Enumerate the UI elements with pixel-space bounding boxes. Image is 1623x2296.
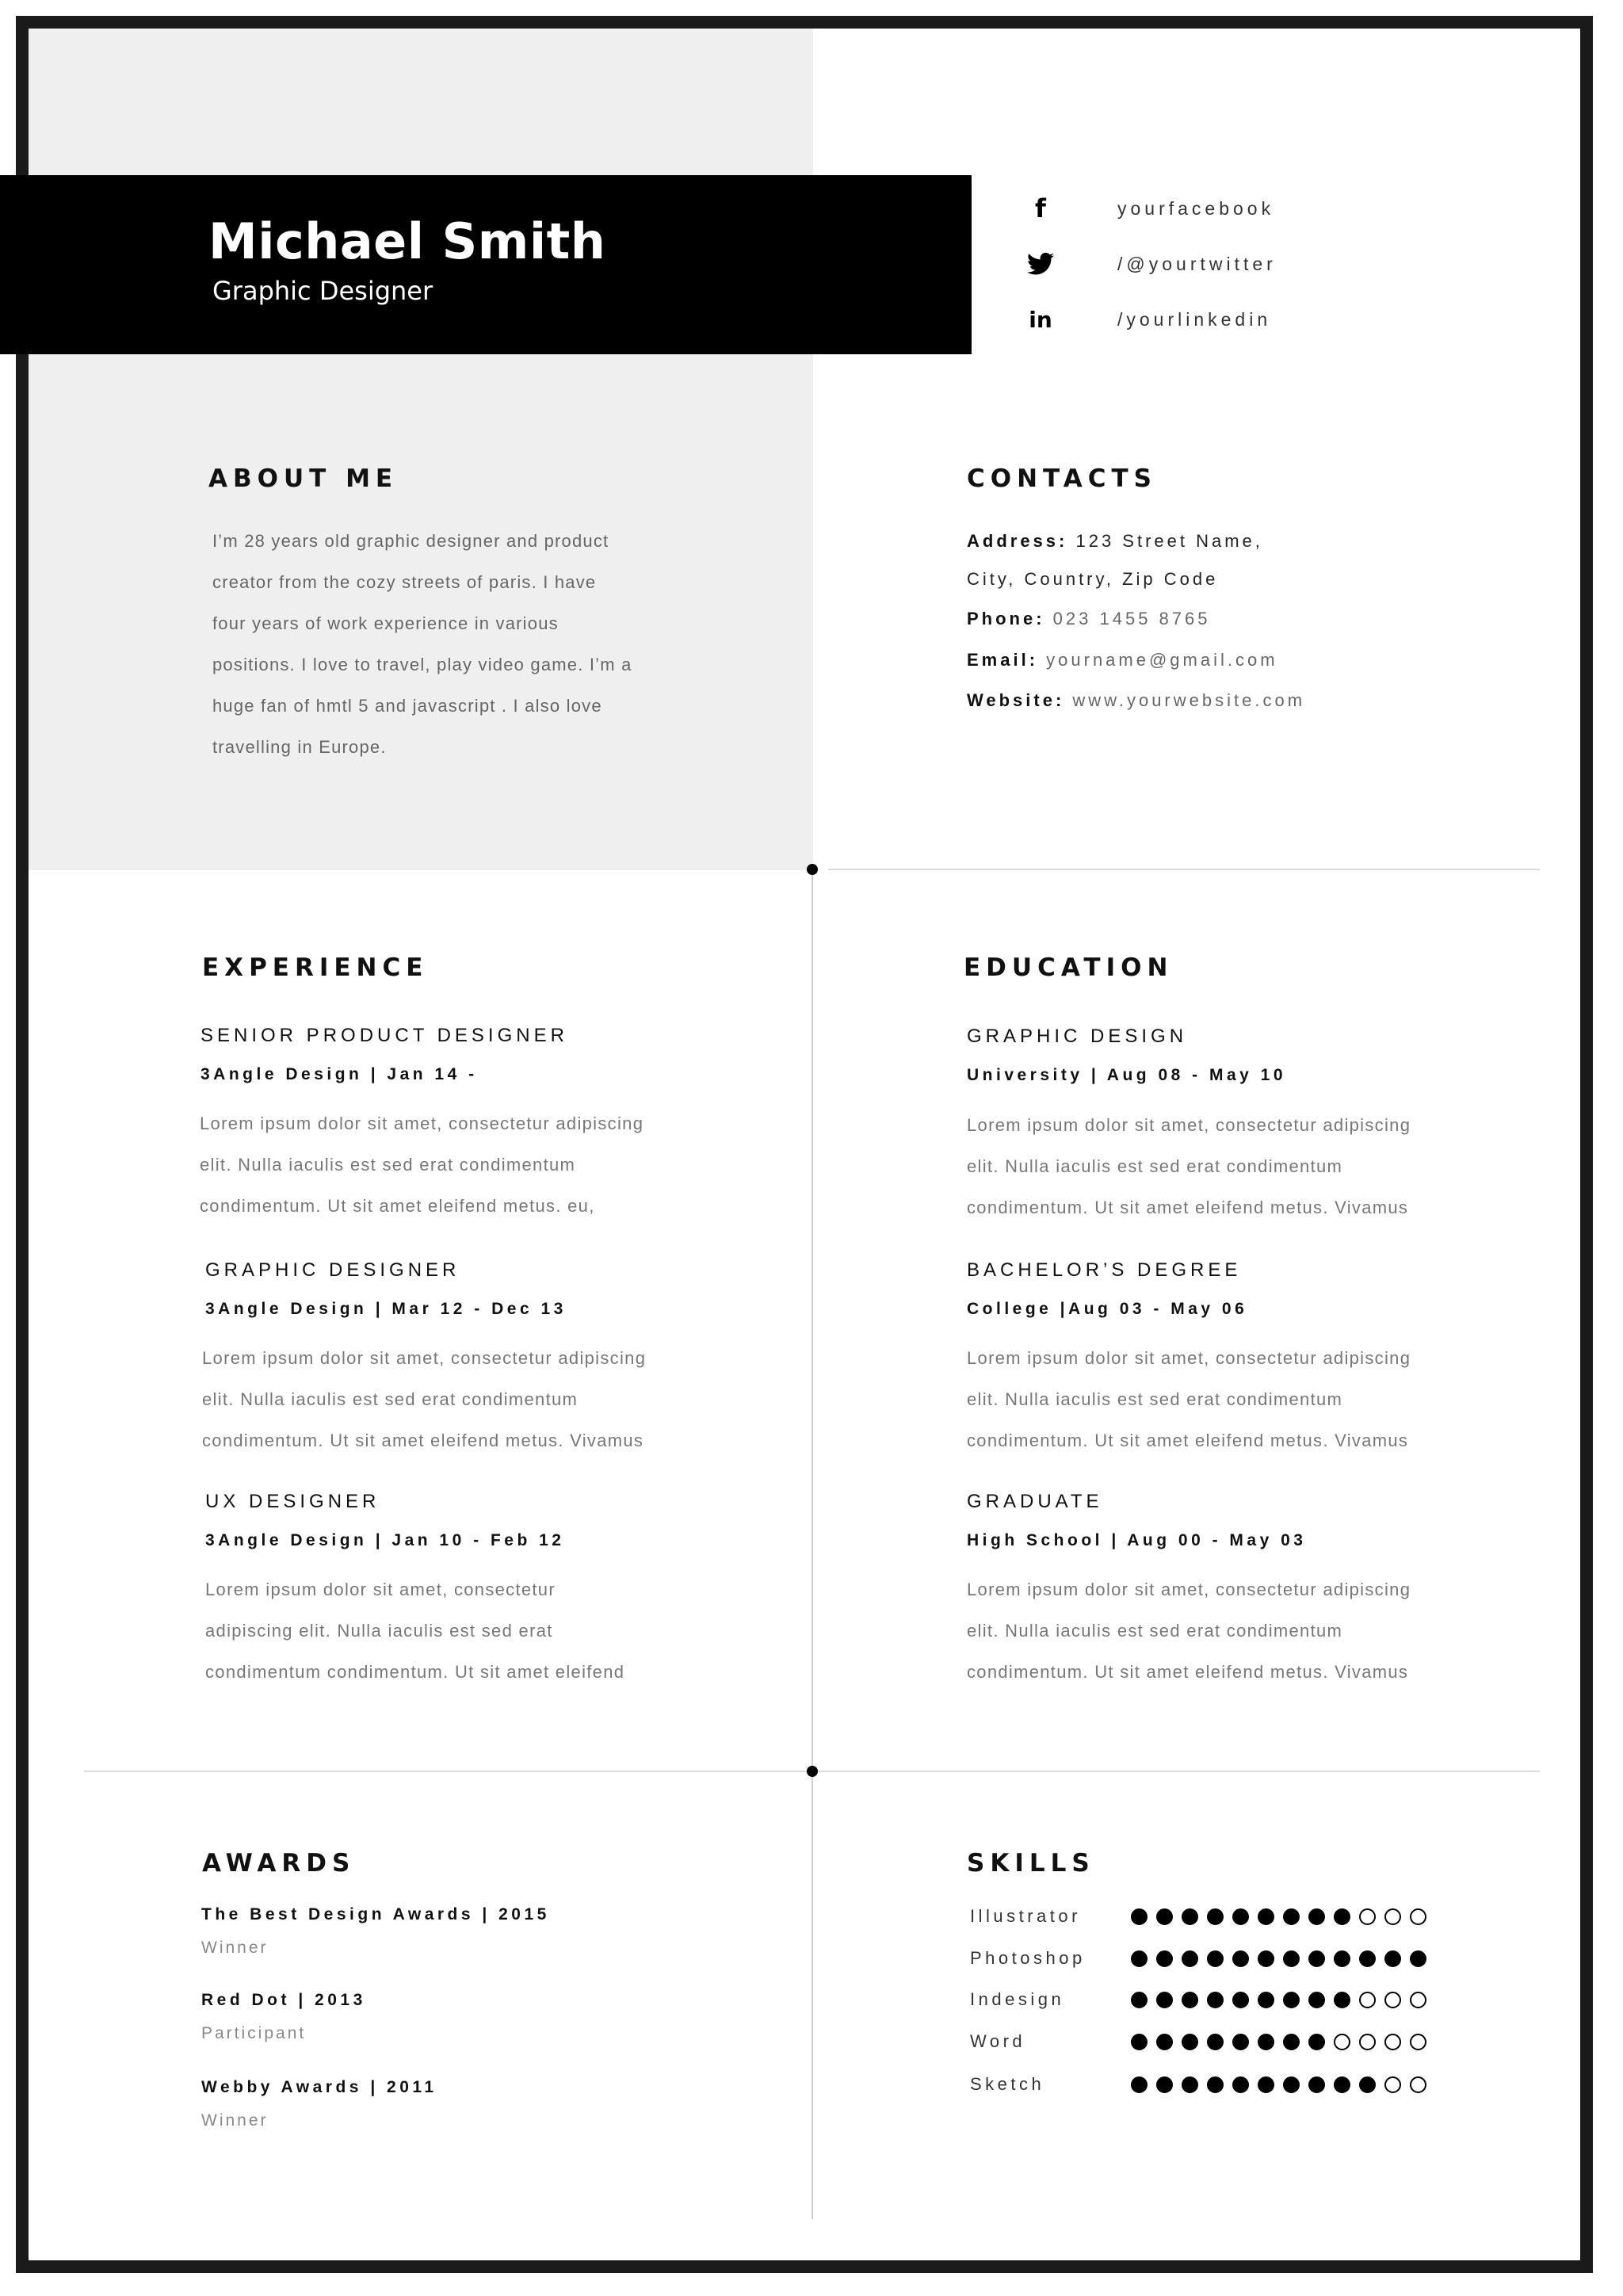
contacts-title: CONTACTS [967,464,1158,493]
about-line: I’m 28 years old graphic designer and product [212,531,609,551]
education-item-sub: High School | Aug 00 - May 03 [967,1531,1307,1549]
skill-dot-filled [1131,1908,1148,1925]
experience-item-body: Lorem ipsum dolor sit amet, consectetur adipiscing elit. Nulla iaculis est sed erat condimentum condimentum. Ut sit amet eleifend metus. Vivamus [202,1348,647,1450]
skill-dot-empty [1384,2076,1401,2093]
skill-dot-filled [1207,1950,1224,1967]
person-name: Michael Smith [208,212,606,270]
skill-dot-filled [1258,1908,1274,1925]
skill-name: Sketch [970,2074,1045,2094]
website-value[interactable]: www.yourwebsite.com [1064,690,1306,710]
skill-dot-filled [1384,1950,1401,1967]
education-item-title: GRAPHIC DESIGN [967,1026,1188,1047]
skill-dot-filled [1182,2034,1198,2050]
skill-dot-filled [1182,1908,1198,1925]
skill-name: Indesign [970,1989,1065,2009]
award-title: Webby Awards | 2011 [201,2078,437,2096]
skill-dot-filled [1207,1908,1224,1925]
skill-dot-filled [1232,2076,1249,2093]
skill-dot-filled [1131,1950,1148,1967]
person-role: Graphic Designer [212,276,433,306]
skill-dot-filled [1334,2076,1350,2093]
skill-dot-filled [1410,1950,1426,1967]
award-result: Participant [201,2024,307,2042]
education-item-body: Lorem ipsum dolor sit amet, consectetur adipiscing elit. Nulla iaculis est sed erat condimentum condimentum. Ut sit amet eleifend metus. Vivamus [967,1580,1411,1682]
skill-dot-filled [1334,1950,1350,1967]
contact-phone [967,609,1211,629]
email-label: Email: [967,650,1039,670]
skill-dot-filled [1308,2076,1325,2093]
skill-dot-filled [1258,1992,1274,2008]
experience-item-title: SENIOR PRODUCT DESIGNER [200,1025,568,1046]
contact-website [967,690,1305,711]
skill-dot-filled [1283,1992,1300,2008]
linkedin-icon: in [1029,306,1052,333]
education-item-body: Lorem ipsum dolor sit amet, consectetur adipiscing elit. Nulla iaculis est sed erat condimentum condimentum. Ut sit amet eleifend metus. Vivamus [967,1348,1411,1450]
skill-rating [1131,1992,1435,2008]
skill-row [970,1906,1435,1927]
skill-rating [1131,2034,1435,2050]
skill-row [970,2031,1435,2052]
about-line: positions. I love to travel, play video game. I’m a [212,655,632,674]
vertical-divider [812,875,813,2219]
award-result: Winner [201,1939,269,1957]
skill-dot-empty [1359,1992,1376,2008]
divider-dot [807,1766,818,1777]
phone-label: Phone: [967,609,1045,628]
address-value: 123 Street Name, [1067,531,1263,551]
social-facebook[interactable] [1027,195,1274,222]
phone-value: 023 1455 8765 [1044,609,1211,628]
divider-dot [807,864,818,875]
skill-dot-filled [1156,1908,1173,1925]
about-line: creator from the cozy streets of paris. I have [212,572,597,592]
skill-name: Word [970,2031,1026,2051]
skill-dot-filled [1182,1992,1198,2008]
skill-dot-filled [1156,1992,1173,2008]
skill-dot-filled [1334,1992,1350,2008]
experience-item-body: Lorem ipsum dolor sit amet, consectetur adipiscing elit. Nulla iaculis est sed erat condimentum condimentum. Ut sit amet eleifend metus. eu, [200,1114,644,1216]
skill-dot-filled [1334,1908,1350,1925]
about-line: huge fan of hmtl 5 and javascript . I also love [212,696,602,716]
experience-item-title: GRAPHIC DESIGNER [205,1259,460,1281]
social-twitter[interactable] [1027,250,1277,277]
address-label: Address: [967,531,1068,551]
skill-dot-filled [1232,1908,1249,1925]
header-background-panel [29,29,813,870]
divider-top-right [828,869,1540,870]
award-title: Red Dot | 2013 [201,1991,366,2009]
skill-dot-filled [1156,2034,1173,2050]
experience-item-title: UX DESIGNER [205,1491,380,1512]
skill-name: Illustrator [970,1906,1081,1926]
social-linkedin-text: /yourlinkedin [1117,308,1272,330]
social-twitter-text: /@yourtwitter [1117,253,1277,274]
skill-dot-empty [1410,2076,1426,2093]
awards-title: AWARDS [202,1849,356,1878]
skill-dot-filled [1131,2076,1148,2093]
skill-name: Photoshop [970,1948,1086,1968]
skill-row [970,1989,1435,2010]
skill-dot-filled [1359,2076,1376,2093]
email-value[interactable]: yourname@gmail.com [1038,650,1278,670]
skill-dot-filled [1258,2076,1274,2093]
skill-dot-empty [1359,2034,1376,2050]
website-label: Website: [967,690,1065,710]
skill-dot-empty [1410,1992,1426,2008]
contact-email [967,650,1278,670]
skill-dot-filled [1308,2034,1325,2050]
twitter-icon [1027,250,1054,277]
skill-dot-filled [1283,2076,1300,2093]
about-line: travelling in Europe. [212,737,387,757]
skill-dot-filled [1308,1908,1325,1925]
skill-dot-empty [1410,1908,1426,1925]
skill-dot-filled [1131,1992,1148,2008]
skill-dot-filled [1232,1950,1249,1967]
skill-rating [1131,2076,1435,2093]
experience-title: EXPERIENCE [202,953,429,982]
skill-dot-filled [1207,2034,1224,2050]
skill-dot-filled [1308,1950,1325,1967]
skill-dot-empty [1410,2034,1426,2050]
skill-dot-filled [1207,2076,1224,2093]
skill-dot-filled [1283,2034,1300,2050]
skill-rating [1131,1950,1435,1967]
award-title: The Best Design Awards | 2015 [201,1905,550,1924]
about-line: four years of work experience in various [212,613,559,633]
contact-address [967,531,1263,552]
experience-item-sub: 3Angle Design | Jan 14 - [200,1065,478,1083]
skill-row [970,2074,1435,2095]
skill-dot-filled [1359,1950,1376,1967]
skill-dot-empty [1334,2034,1350,2050]
education-item-title: GRADUATE [967,1491,1103,1512]
award-result: Winner [201,2111,269,2130]
skill-rating [1131,1908,1435,1925]
about-title: ABOUT ME [208,464,399,493]
facebook-icon: f [1035,193,1046,223]
skill-row [970,1948,1435,1969]
skill-dot-filled [1258,2034,1274,2050]
contact-address-line2: City, Country, Zip Code [967,569,1219,589]
education-item-sub: University | Aug 08 - May 10 [967,1066,1287,1084]
skill-dot-filled [1156,1950,1173,1967]
skill-dot-filled [1283,1908,1300,1925]
skill-dot-filled [1232,1992,1249,2008]
experience-item-body: Lorem ipsum dolor sit amet, consectetur adipiscing elit. Nulla iaculis est sed erat condimentum condimentum. Ut sit amet eleifend [205,1580,625,1682]
skills-title: SKILLS [967,1849,1095,1878]
skill-dot-filled [1308,1992,1325,2008]
skill-dot-filled [1232,2034,1249,2050]
skill-dot-filled [1131,2034,1148,2050]
education-item-sub: College |Aug 03 - May 06 [967,1300,1248,1318]
education-item-title: BACHELOR’S DEGREE [967,1259,1242,1281]
skill-dot-filled [1182,2076,1198,2093]
skill-dot-filled [1182,1950,1198,1967]
skill-dot-empty [1384,1992,1401,2008]
experience-item-sub: 3Angle Design | Mar 12 - Dec 13 [205,1300,567,1318]
education-item-body: Lorem ipsum dolor sit amet, consectetur adipiscing elit. Nulla iaculis est sed erat condimentum condimentum. Ut sit amet eleifend metus. Vivamus [967,1115,1411,1217]
skill-dot-filled [1156,2076,1173,2093]
skill-dot-filled [1258,1950,1274,1967]
skill-dot-filled [1283,1950,1300,1967]
skill-dot-empty [1384,2034,1401,2050]
skill-dot-empty [1359,1908,1376,1925]
social-facebook-text: yourfacebook [1117,197,1275,219]
social-linkedin[interactable] [1027,306,1271,333]
skill-dot-filled [1207,1992,1224,2008]
skill-dot-empty [1384,1908,1401,1925]
experience-item-sub: 3Angle Design | Jan 10 - Feb 12 [205,1531,565,1549]
education-title: EDUCATION [964,953,1174,982]
